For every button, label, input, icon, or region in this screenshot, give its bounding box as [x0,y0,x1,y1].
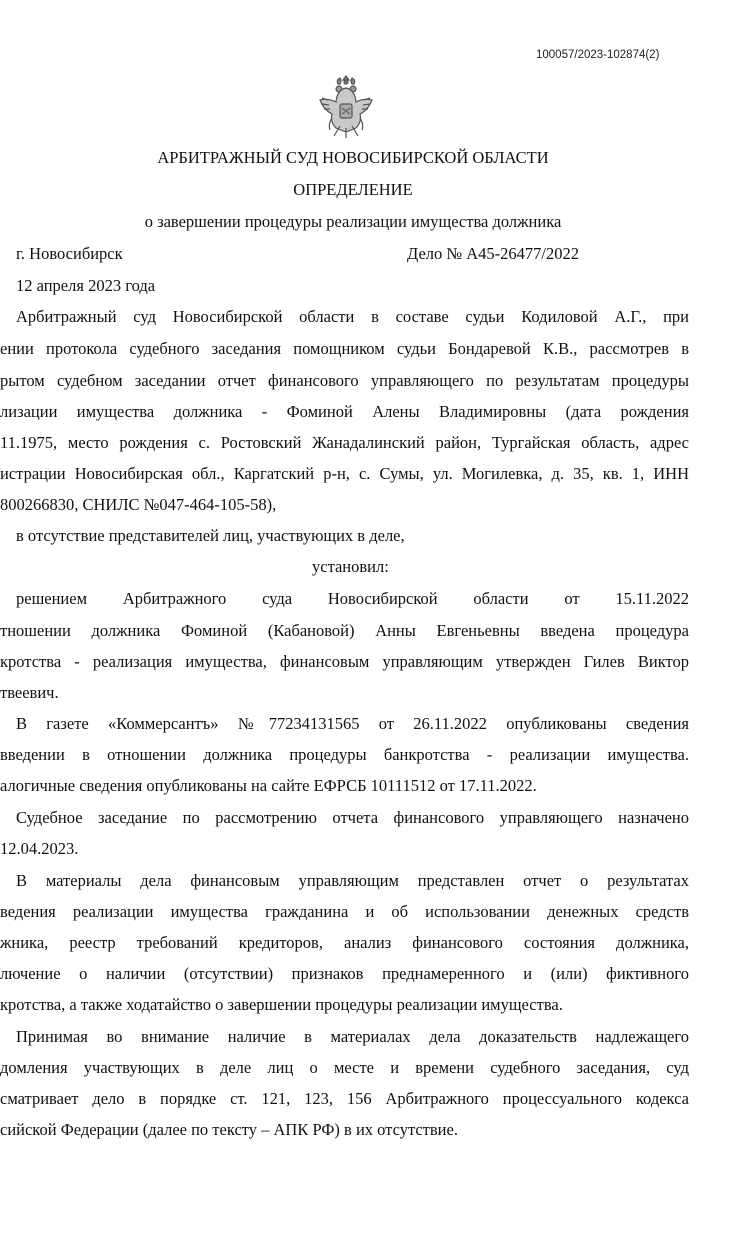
body-line: рытом судебном заседании отчет финансового управляющего по результатам процедуры [0,371,689,390]
section-heading-established: установил: [312,557,389,576]
body-line: 12.04.2023. [0,839,79,858]
body-line: алогичные сведения опубликованы на сайте ЕФРСБ 10111512 от 17.11.2022. [0,776,537,795]
body-line: сматривает дело в порядке ст. 121, 123, 156 Арбитражного процессуального кодекса [0,1089,689,1108]
body-line: Судебное заседание по рассмотрению отчета финансового управляющего назначено [16,808,689,827]
case-number: Дело № А45-26477/2022 [407,244,580,263]
body-line: твеевич. [0,683,59,702]
body-line: 800266830, СНИЛС №047-464-105-58), [0,495,277,514]
decision-date: 12 апреля 2023 года [16,276,156,295]
body-line: введении в отношении должника процедуры банкротства - реализации имущества. [0,745,689,764]
body-line: кротства, а также ходатайство о завершении процедуры реализации имущества. [0,995,563,1014]
body-line: истрации Новосибирская обл., Каргатский р-н, с. Сумы, ул. Могилевка, д. 35, кв. 1, ИНН [0,464,689,483]
body-line: сийской Федерации (далее по тексту – АПК РФ) в их отсутствие. [0,1120,458,1139]
document-type-title: ОПРЕДЕЛЕНИЕ [293,180,413,199]
body-line: в отсутствие представителей лиц, участвующих в деле, [16,526,405,545]
coat-of-arms-emblem [318,74,374,140]
body-line: ведения реализации имущества гражданина и об использовании денежных средств [0,902,689,921]
body-line: 11.1975, место рождения с. Ростовский Жанадалинский район, Тургайская область, адрес [0,433,689,452]
body-line: кротства - реализация имущества, финансовым управляющим утвержден Гилев Виктор [0,652,689,671]
court-name: АРБИТРАЖНЫЙ СУД НОВОСИБИРСКОЙ ОБЛАСТИ [157,148,549,167]
body-line: решением Арбитражного суда Новосибирской области от 15.11.2022 [16,589,689,608]
body-line: В газете «Коммерсантъ» №77234131565 от 26.11.2022 опубликованы сведения [16,714,689,733]
city: г. Новосибирск [16,244,123,263]
body-line: ении протокола судебного заседания помощником судьи Бондаревой К.В., рассмотрев в [0,339,689,358]
document-number: 100057/2023-102874(2) [536,49,660,61]
body-line: тношении должника Фоминой (Кабановой) Анны Евгеньевны введена процедура [0,621,689,640]
body-line: лизации имущества должника - Фоминой Алены Владимировны (дата рождения [0,402,689,421]
body-line: лючение о наличии (отсутствии) признаков преднамеренного и (или) фиктивного [0,964,689,983]
body-line: Принимая во внимание наличие в материалах дела доказательств надлежащего [16,1027,689,1046]
body-line: В материалы дела финансовым управляющим представлен отчет о результатах [16,871,689,890]
body-line: домления участвующих в деле лиц о месте и времени судебного заседания, суд [0,1058,689,1077]
body-line: Арбитражный суд Новосибирской области в составе судьи Кодиловой А.Г., при [16,307,689,326]
body-line: жника, реестр требований кредиторов, анализ финансового состояния должника, [0,933,689,952]
document-subject: о завершении процедуры реализации имущества должника [144,212,562,231]
